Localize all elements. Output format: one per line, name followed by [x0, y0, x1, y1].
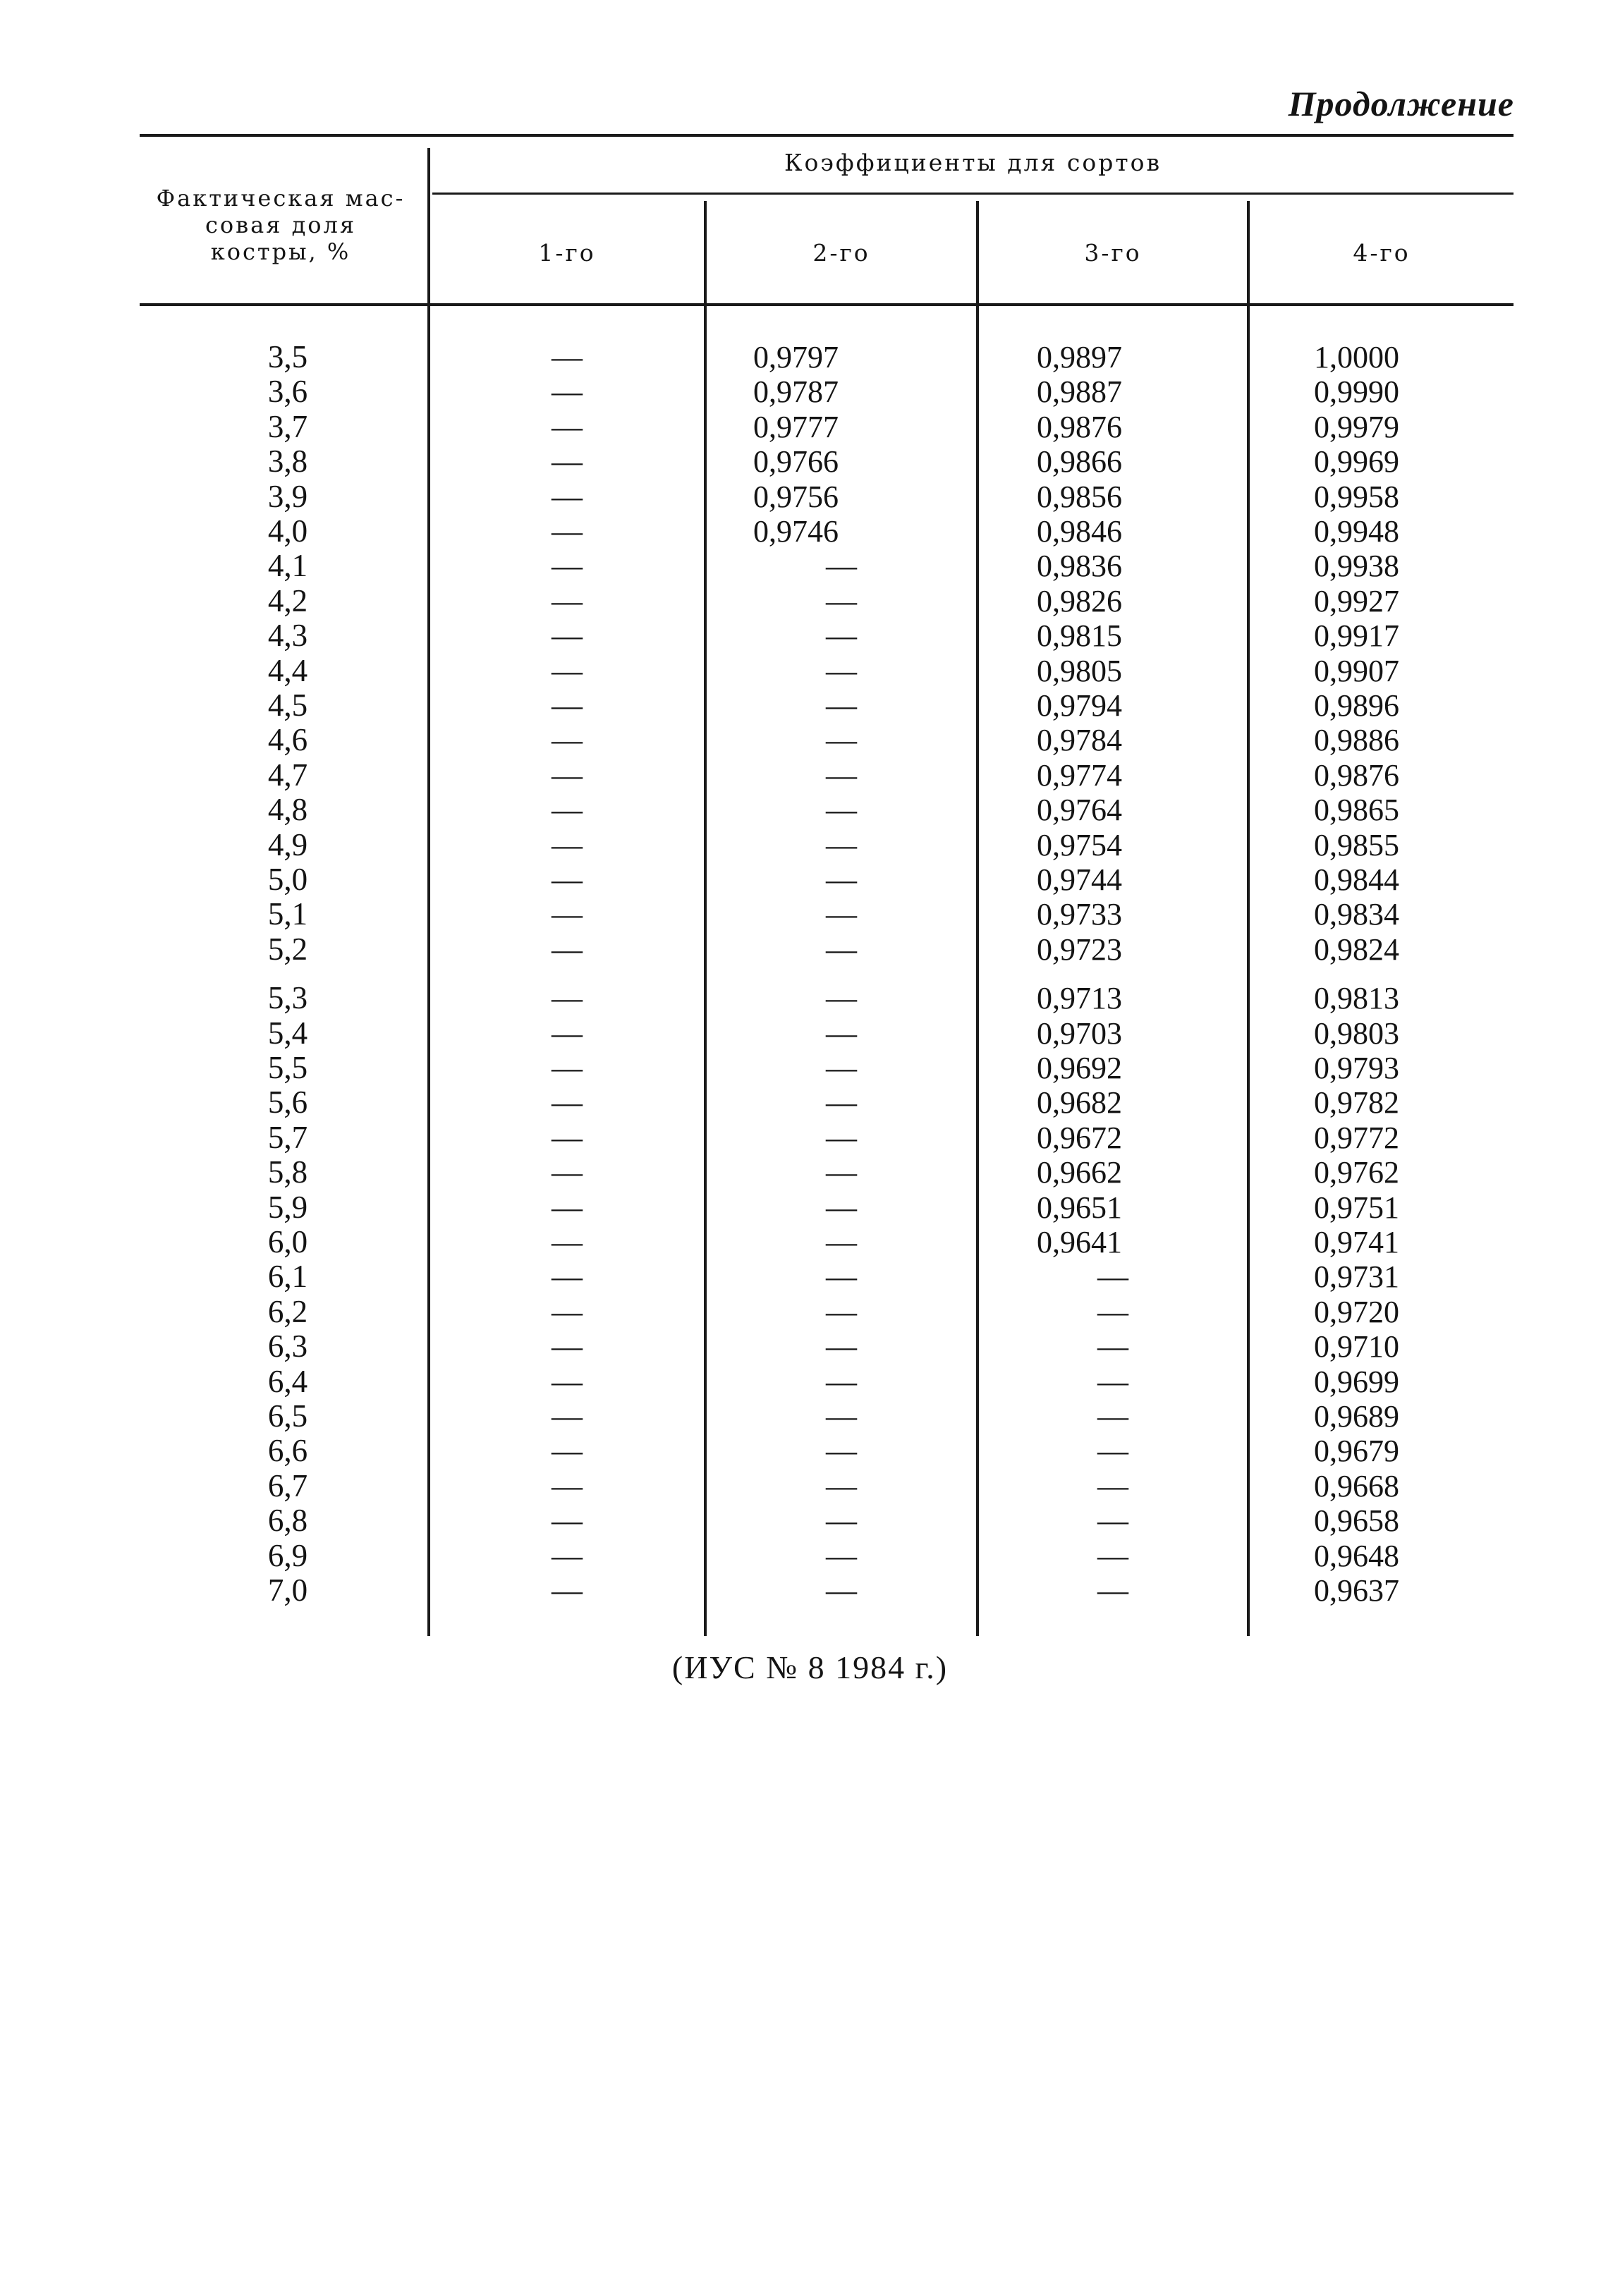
- coefficient-cell: —: [552, 1085, 583, 1120]
- row-mass-fraction-cell: 4,5: [267, 688, 308, 723]
- row-mass-fraction-cell: 5,9: [267, 1189, 308, 1225]
- coefficient-cell: —: [552, 827, 583, 862]
- coefficient-cell: 0,9648: [1314, 1538, 1399, 1573]
- coefficient-cell: —: [552, 981, 583, 1016]
- coefficient-cell: 0,9787: [753, 374, 839, 410]
- coefficient-cell: 0,9958: [1314, 479, 1399, 514]
- coefficient-cell: 0,9815: [1037, 618, 1122, 654]
- row-mass-fraction-cell: 6,4: [267, 1363, 308, 1399]
- grade-header-4: 4-го: [1353, 239, 1411, 267]
- coefficient-cell: 0,9836: [1037, 549, 1122, 584]
- coefficient-cell: —: [552, 1051, 583, 1085]
- coefficient-cell: —: [826, 862, 857, 897]
- coefficient-cell: —: [826, 549, 857, 584]
- continuation-label: Продолжение: [1288, 84, 1514, 123]
- coefficient-cell: —: [826, 688, 857, 723]
- coefficient-cell: —: [552, 583, 583, 618]
- coefficient-cell: —: [552, 653, 583, 688]
- coefficient-cell: 0,9865: [1314, 793, 1399, 828]
- row-mass-fraction-cell: 4,3: [267, 618, 308, 654]
- coefficient-cell: 0,9855: [1314, 827, 1399, 862]
- row-mass-fraction-cell: 3,9: [267, 478, 308, 514]
- coefficient-cell: 0,9756: [753, 479, 839, 514]
- row-mass-fraction-cell: 6,1: [267, 1259, 308, 1295]
- coefficient-cell: 0,9713: [1037, 981, 1122, 1016]
- coefficient-cell: 0,9856: [1037, 479, 1122, 514]
- coefficient-cell: —: [826, 1155, 857, 1190]
- coefficient-cell: —: [552, 409, 583, 444]
- coefficient-cell: —: [552, 1573, 583, 1608]
- coefficient-cell: 0,9805: [1037, 653, 1122, 688]
- coefficient-cell: —: [552, 1155, 583, 1190]
- coefficient-cell: 0,9782: [1314, 1085, 1399, 1120]
- row-mass-fraction-cell: 5,7: [267, 1119, 308, 1155]
- coefficient-cell: —: [826, 1538, 857, 1573]
- coefficient-cell: —: [552, 374, 583, 410]
- coefficient-cell: —: [552, 514, 583, 549]
- coefficient-cell: —: [552, 1294, 583, 1329]
- coefficient-cell: —: [1097, 1364, 1128, 1399]
- coefficient-cell: 0,9723: [1037, 932, 1122, 967]
- coefficient-cell: 0,9772: [1314, 1120, 1399, 1155]
- coefficient-cell: —: [552, 340, 583, 374]
- coefficient-cell: 0,9896: [1314, 688, 1399, 723]
- group-header-rule: [432, 193, 1514, 195]
- coefficient-cell: —: [552, 897, 583, 932]
- coefficient-cell: 0,9948: [1314, 514, 1399, 549]
- row-mass-fraction-cell: 5,1: [267, 896, 308, 932]
- coefficient-cell: 0,9886: [1314, 723, 1399, 758]
- coefficient-cell: 0,9731: [1314, 1259, 1399, 1295]
- coefficient-cell: —: [826, 1120, 857, 1155]
- coefficient-cell: 0,9703: [1037, 1015, 1122, 1051]
- coefficient-cell: —: [826, 1051, 857, 1085]
- coefficient-cell: —: [552, 1399, 583, 1434]
- coefficient-cell: 0,9876: [1037, 409, 1122, 444]
- coefficient-cell: 0,9844: [1314, 862, 1399, 897]
- coefficient-cell: —: [552, 1190, 583, 1225]
- coefficient-cell: 0,9876: [1314, 757, 1399, 793]
- coefficient-cell: —: [552, 688, 583, 723]
- coefficient-cell: 0,9733: [1037, 897, 1122, 932]
- coefficient-cell: —: [826, 793, 857, 828]
- coefficient-cell: 0,9692: [1037, 1051, 1122, 1085]
- coefficient-cell: —: [552, 1364, 583, 1399]
- coefficient-cell: —: [826, 1225, 857, 1259]
- row-mass-fraction-cell: 4,6: [267, 722, 308, 758]
- row-mass-fraction-cell: 6,5: [267, 1398, 308, 1434]
- coefficient-cell: —: [1097, 1538, 1128, 1573]
- coefficient-cell: 0,9979: [1314, 409, 1399, 444]
- coefficient-cell: 1,0000: [1314, 340, 1399, 374]
- grade-header-2: 2-го: [812, 239, 870, 267]
- coefficient-cell: 0,9784: [1037, 723, 1122, 758]
- row-mass-fraction-cell: 6,7: [267, 1467, 308, 1503]
- coefficient-cell: —: [1097, 1399, 1128, 1434]
- row-mass-fraction-cell: 5,4: [267, 1015, 308, 1051]
- coefficient-cell: —: [1097, 1434, 1128, 1469]
- row-header-mass-fraction: Фактическая мас- совая доля костры, %: [156, 185, 406, 265]
- coefficient-cell: —: [1097, 1259, 1128, 1295]
- coefficient-cell: —: [552, 444, 583, 480]
- grade-header-1: 1-го: [538, 239, 596, 267]
- header-bottom-rule: [140, 303, 1514, 306]
- coefficient-cell: —: [826, 1468, 857, 1503]
- coefficient-cell: —: [552, 479, 583, 514]
- coefficient-table: [140, 134, 1514, 1650]
- coefficient-cell: 0,9793: [1314, 1051, 1399, 1085]
- coefficient-cell: —: [552, 618, 583, 654]
- coefficient-cell: —: [552, 1120, 583, 1155]
- coefficient-cell: —: [552, 723, 583, 758]
- coefficient-cell: —: [826, 1399, 857, 1434]
- coefficient-cell: 0,9651: [1037, 1190, 1122, 1225]
- coefficient-cell: 0,9797: [753, 340, 839, 374]
- coefficient-cell: 0,9741: [1314, 1225, 1399, 1259]
- coefficient-cell: 0,9834: [1314, 897, 1399, 932]
- coefficient-cell: 0,9751: [1314, 1190, 1399, 1225]
- coefficient-cell: —: [552, 793, 583, 828]
- coefficient-cell: 0,9866: [1037, 444, 1122, 480]
- row-mass-fraction-cell: 6,3: [267, 1329, 308, 1364]
- row-mass-fraction-cell: 5,0: [267, 862, 308, 897]
- coefficient-cell: 0,9662: [1037, 1155, 1122, 1190]
- row-mass-fraction-cell: 4,1: [267, 548, 308, 584]
- coefficient-cell: 0,9754: [1037, 827, 1122, 862]
- coefficient-cell: 0,9641: [1037, 1225, 1122, 1259]
- coefficient-cell: 0,9969: [1314, 444, 1399, 480]
- coefficient-cell: —: [552, 1225, 583, 1259]
- coefficient-cell: —: [826, 723, 857, 758]
- coefficient-cell: —: [552, 1503, 583, 1539]
- coefficient-cell: 0,9927: [1314, 583, 1399, 618]
- row-mass-fraction-cell: 5,6: [267, 1085, 308, 1120]
- coefficient-cell: 0,9744: [1037, 862, 1122, 897]
- coefficient-cell: 0,9774: [1037, 757, 1122, 793]
- coefficient-cell: 0,9897: [1037, 340, 1122, 374]
- coefficient-cell: 0,9699: [1314, 1364, 1399, 1399]
- coefficient-cell: —: [826, 618, 857, 654]
- row-mass-fraction-cell: 4,4: [267, 652, 308, 688]
- row-mass-fraction-cell: 6,8: [267, 1503, 308, 1539]
- coefficient-cell: 0,9938: [1314, 549, 1399, 584]
- row-mass-fraction-cell: 5,2: [267, 931, 308, 967]
- coefficient-cell: —: [826, 897, 857, 932]
- coefficient-cell: 0,9762: [1314, 1155, 1399, 1190]
- coefficient-cell: —: [552, 1015, 583, 1051]
- coefficient-cell: —: [552, 1259, 583, 1295]
- coefficient-cell: —: [826, 757, 857, 793]
- coefficient-cell: —: [826, 1503, 857, 1539]
- coefficient-cell: —: [826, 1294, 857, 1329]
- coefficient-cell: 0,9887: [1037, 374, 1122, 410]
- coefficient-cell: 0,9637: [1314, 1573, 1399, 1608]
- coefficient-cell: 0,9672: [1037, 1120, 1122, 1155]
- row-mass-fraction-cell: 4,0: [267, 513, 308, 549]
- coefficient-cell: —: [826, 1573, 857, 1608]
- coefficient-cell: 0,9777: [753, 409, 839, 444]
- coefficient-cell: 0,9813: [1314, 981, 1399, 1016]
- coefficient-cell: —: [552, 1434, 583, 1469]
- coefficient-cell: —: [826, 1329, 857, 1364]
- row-mass-fraction-cell: 3,5: [267, 339, 308, 374]
- row-mass-fraction-cell: 5,8: [267, 1154, 308, 1190]
- row-mass-fraction-cell: 6,0: [267, 1224, 308, 1259]
- row-mass-fraction-cell: 7,0: [267, 1573, 308, 1608]
- row-mass-fraction-cell: 6,2: [267, 1293, 308, 1329]
- coefficient-cell: —: [1097, 1294, 1128, 1329]
- coefficient-cell: 0,9764: [1037, 793, 1122, 828]
- coefficient-cell: —: [826, 981, 857, 1016]
- coefficient-cell: —: [552, 862, 583, 897]
- row-mass-fraction-cell: 6,9: [267, 1537, 308, 1573]
- footer-note: (ИУС № 8 1984 г.): [671, 1649, 949, 1685]
- coefficient-cell: 0,9766: [753, 444, 839, 480]
- coefficient-cell: 0,9720: [1314, 1294, 1399, 1329]
- coefficient-cell: —: [1097, 1573, 1128, 1608]
- coefficient-cell: 0,9826: [1037, 583, 1122, 618]
- coefficient-cell: —: [826, 1434, 857, 1469]
- coefficient-cell: —: [552, 1329, 583, 1364]
- coefficient-cell: —: [826, 827, 857, 862]
- coefficient-cell: 0,9824: [1314, 932, 1399, 967]
- coefficient-cell: 0,9746: [753, 514, 839, 549]
- coefficient-cell: 0,9658: [1314, 1503, 1399, 1539]
- coefficient-cell: —: [826, 1015, 857, 1051]
- coefficient-cell: —: [1097, 1468, 1128, 1503]
- coefficient-cell: —: [1097, 1503, 1128, 1539]
- coefficient-cell: —: [552, 1468, 583, 1503]
- coefficient-cell: 0,9710: [1314, 1329, 1399, 1364]
- coefficient-cell: —: [826, 932, 857, 967]
- coefficient-cell: —: [552, 932, 583, 967]
- coefficient-cell: —: [826, 1190, 857, 1225]
- grade-header-3: 3-го: [1084, 239, 1142, 267]
- coefficient-cell: 0,9668: [1314, 1468, 1399, 1503]
- table-top-rule: [140, 134, 1514, 137]
- coefficient-cell: —: [1097, 1329, 1128, 1364]
- coefficient-cell: 0,9846: [1037, 514, 1122, 549]
- row-mass-fraction-cell: 4,8: [267, 792, 308, 828]
- row-mass-fraction-cell: 4,9: [267, 826, 308, 862]
- coefficient-cell: —: [826, 653, 857, 688]
- coefficient-cell: 0,9679: [1314, 1434, 1399, 1469]
- coefficient-cell: 0,9794: [1037, 688, 1122, 723]
- coefficient-cell: 0,9803: [1314, 1015, 1399, 1051]
- coefficient-cell: —: [552, 1538, 583, 1573]
- coefficient-cell: —: [826, 1085, 857, 1120]
- row-mass-fraction-cell: 5,3: [267, 980, 308, 1016]
- group-header-coefficients: Коэффициенты для сортов: [784, 149, 1162, 176]
- coefficient-cell: 0,9990: [1314, 374, 1399, 410]
- row-mass-fraction-cell: 6,6: [267, 1433, 308, 1469]
- coefficient-cell: 0,9689: [1314, 1399, 1399, 1434]
- row-mass-fraction-cell: 5,5: [267, 1050, 308, 1085]
- row-mass-fraction-cell: 3,7: [267, 408, 308, 444]
- coefficient-cell: —: [826, 583, 857, 618]
- coefficient-cell: 0,9907: [1314, 653, 1399, 688]
- coefficient-cell: 0,9682: [1037, 1085, 1122, 1120]
- coefficient-cell: —: [826, 1259, 857, 1295]
- coefficient-cell: 0,9917: [1314, 618, 1399, 654]
- row-mass-fraction-cell: 3,6: [267, 374, 308, 410]
- row-mass-fraction-cell: 4,7: [267, 757, 308, 793]
- coefficient-cell: —: [552, 757, 583, 793]
- row-mass-fraction-cell: 4,2: [267, 582, 308, 618]
- row-mass-fraction-cell: 3,8: [267, 444, 308, 480]
- coefficient-cell: —: [826, 1364, 857, 1399]
- coefficient-cell: —: [552, 549, 583, 584]
